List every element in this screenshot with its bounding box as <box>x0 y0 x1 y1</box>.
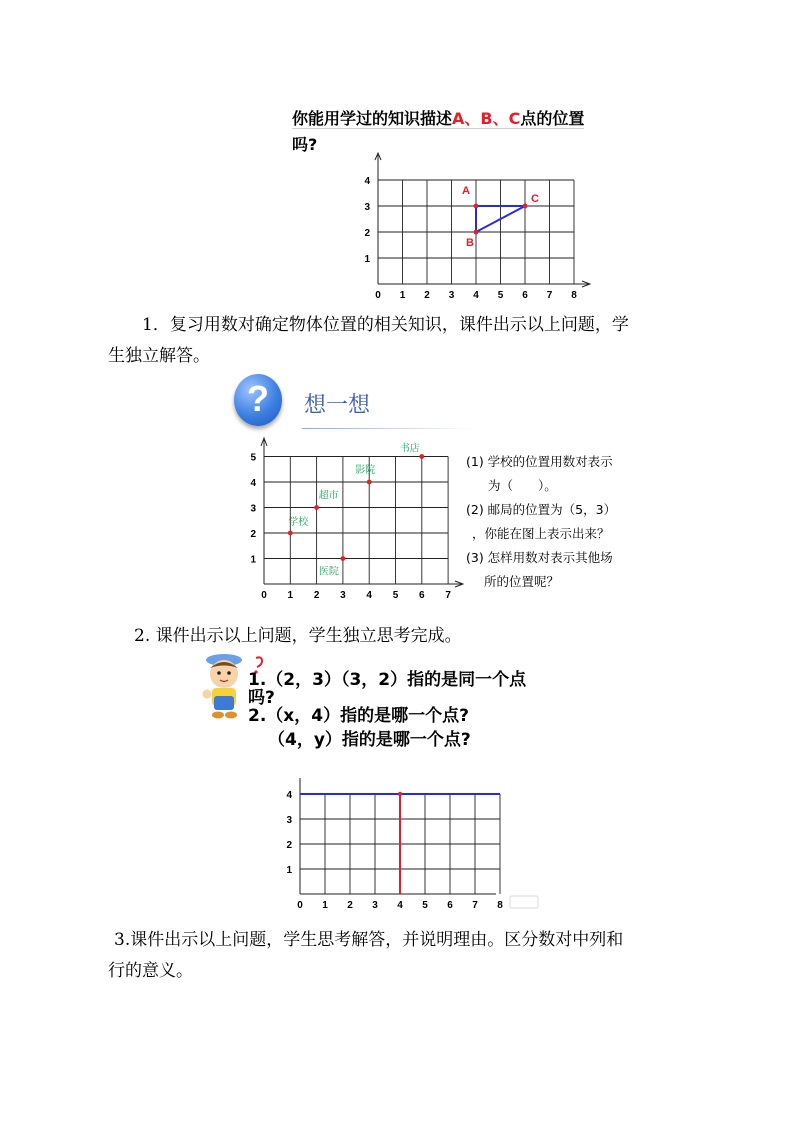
point-b-label: B <box>480 109 493 128</box>
x-tick-label: 1 <box>322 900 328 911</box>
point-c <box>523 204 528 209</box>
axes <box>261 438 463 587</box>
paragraph-3-line2: 行的意义。 <box>108 961 193 981</box>
x-tick-label: 7 <box>445 590 451 601</box>
separator: 、 <box>464 109 481 128</box>
y-tick-label: 4 <box>250 478 256 489</box>
think-banner <box>232 372 478 436</box>
place-label: 超市 <box>318 490 339 502</box>
s3-q1-line2: 吗? <box>248 688 275 708</box>
x-tick-label: 6 <box>522 290 528 301</box>
think-q2-line1: (2) 邮局的位置为（5，3） <box>466 502 617 517</box>
x-tick-label: 0 <box>297 900 303 911</box>
banner-underline <box>302 428 478 429</box>
place-point <box>288 531 293 536</box>
question-line2: 吗? <box>292 135 318 154</box>
x-tick-label: 5 <box>422 900 428 911</box>
x-tick-label: 4 <box>366 590 372 601</box>
y-tick-label: 1 <box>364 254 370 265</box>
question-bubble-icon <box>234 374 282 426</box>
point-label-b: B <box>466 237 474 249</box>
x-tick-label: 5 <box>497 290 504 301</box>
y-tick-label: 2 <box>286 840 292 851</box>
x-tick-label: 2 <box>313 590 320 601</box>
x-tick-label: 6 <box>419 590 425 601</box>
paragraph-3 <box>108 925 708 987</box>
x-tick-label: 8 <box>571 290 577 301</box>
paragraph-3-line1: 3.课件出示以上问题，学生思考解答，并说明理由。区分数对中列和 <box>114 930 624 950</box>
think-q3-line1: (3) 怎样用数对表示其他场 <box>466 550 613 565</box>
x-tick-labels <box>375 290 577 301</box>
s3-q2-line2: （4，y）指的是哪一个点? <box>268 730 471 750</box>
point-c-label: C <box>508 109 521 128</box>
think-q2-line2: ，你能在图上表示出来？ <box>472 526 610 541</box>
s3-q2-line1: 2.（x，4）指的是哪一个点? <box>248 706 469 726</box>
y-tick-labels <box>250 453 256 566</box>
x-tick-label: 1 <box>287 590 294 601</box>
x-tick-label: 5 <box>392 590 399 601</box>
x-tick-label: 2 <box>347 900 353 911</box>
x-tick-label: 3 <box>448 290 455 301</box>
x-tick-label: 2 <box>424 290 430 301</box>
x-tick-label: 3 <box>372 900 378 911</box>
place-point <box>367 480 372 485</box>
x-tick-label: 3 <box>340 590 346 601</box>
y-tick-label: 4 <box>286 790 292 801</box>
x-tick-label: 7 <box>472 900 478 911</box>
y-tick-label: 3 <box>286 815 292 826</box>
paragraph-1-line2: 生独立解答。 <box>108 346 210 366</box>
question-suffix: 点的位置 <box>520 109 585 128</box>
place-label: 影院 <box>355 465 376 476</box>
x-tick-label: 6 <box>447 900 453 911</box>
y-tick-label: 5 <box>250 452 256 464</box>
place-point <box>314 505 319 510</box>
point-a <box>474 204 479 209</box>
question-mark-glyph: ? <box>247 378 269 419</box>
x-tick-label: 0 <box>261 590 267 601</box>
point-b <box>474 230 479 235</box>
axes <box>375 153 590 287</box>
x-tick-labels <box>297 900 503 911</box>
x-tick-label: 1 <box>399 290 406 301</box>
think-q1-line1: (1) 学校的位置用数对表示 <box>466 454 613 469</box>
y-tick-label: 2 <box>250 529 256 540</box>
place-point <box>341 556 346 561</box>
paragraph-1 <box>108 310 708 372</box>
places <box>288 442 424 578</box>
axes <box>300 778 496 894</box>
place-point <box>419 454 424 459</box>
chart-row-column-grid <box>280 774 550 914</box>
place-label: 学校 <box>288 517 309 528</box>
paragraph-2: 2. 课件出示以上问题，学生独立思考完成。 <box>134 626 462 646</box>
y-tick-labels <box>286 790 292 876</box>
think-questions <box>466 450 666 594</box>
y-tick-label: 2 <box>364 228 370 239</box>
x-tick-label: 0 <box>375 290 381 301</box>
x-tick-label: 8 <box>497 900 503 911</box>
point-label-a: A <box>462 185 470 197</box>
x-tick-labels <box>261 590 451 601</box>
chart-places-grid <box>244 436 469 606</box>
separator: 、 <box>492 109 509 128</box>
y-tick-label: 4 <box>364 176 370 187</box>
think-q1-line2: 为（ ）。 <box>488 478 557 493</box>
point-label-c: C <box>531 193 539 205</box>
point-a-label: A <box>452 109 465 128</box>
y-tick-label: 1 <box>286 865 292 876</box>
faint-stamp-mark <box>510 896 538 908</box>
s3-q1-line1: 1.（2，3）（3，2）指的是同一个点 <box>248 670 527 690</box>
section3-questions <box>248 668 526 752</box>
x-tick-label: 7 <box>546 290 553 301</box>
place-label: 书店 <box>399 443 420 455</box>
y-tick-label: 3 <box>364 202 370 213</box>
y-tick-labels <box>364 176 370 265</box>
banner-title: 想一想 <box>304 393 371 418</box>
chart-abc-grid <box>360 150 600 300</box>
x-tick-label: 4 <box>397 900 403 911</box>
y-tick-label: 1 <box>250 554 256 566</box>
intersection-point <box>398 792 402 796</box>
paragraph-1-line1: 1．复习用数对确定物体位置的相关知识，课件出示以上问题，学 <box>142 315 629 335</box>
question-prefix: 你能用学过的知识描述 <box>292 109 453 128</box>
think-q3-line2: 所的位置呢？ <box>484 574 560 589</box>
y-tick-label: 3 <box>250 503 256 515</box>
place-label: 医院 <box>318 566 339 578</box>
x-tick-label: 4 <box>473 290 479 301</box>
